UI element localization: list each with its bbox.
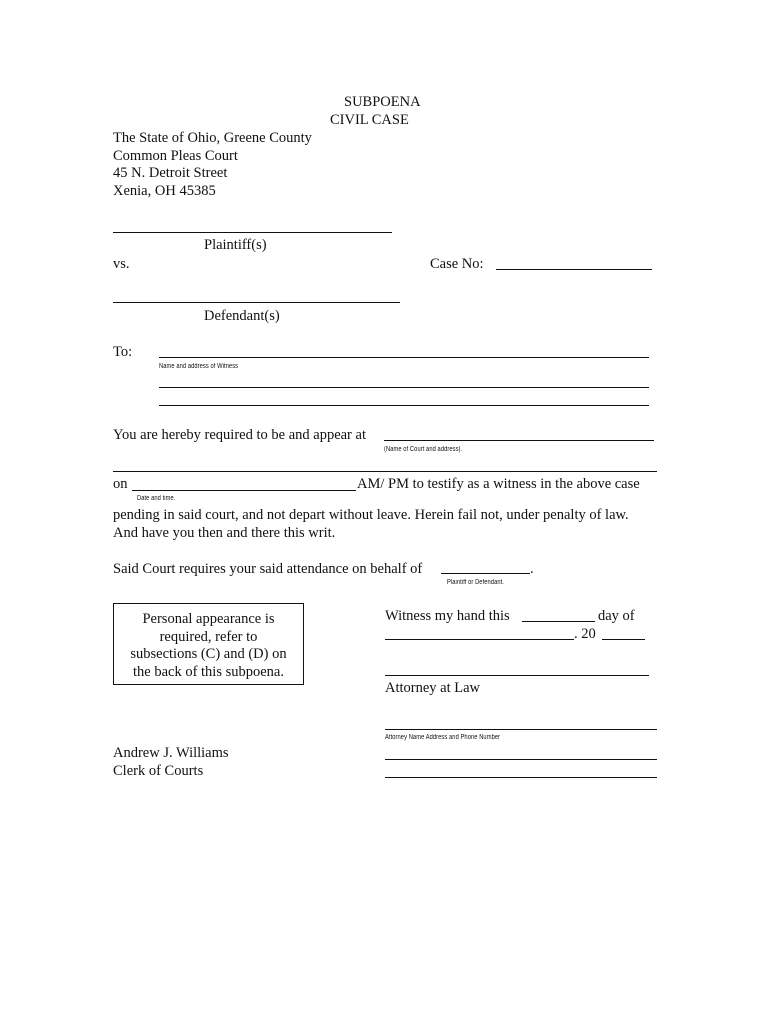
defendant-name-line[interactable]	[113, 302, 400, 303]
personal-appearance-notice	[113, 603, 304, 685]
court-address-line-2[interactable]	[113, 471, 657, 472]
on-label: on	[113, 476, 128, 492]
court-address-caption: (Name of Court and address).	[384, 446, 463, 453]
court-street: 45 N. Detroit Street	[113, 165, 228, 181]
attorney-at-law-label: Attorney at Law	[385, 680, 481, 696]
court-address-line[interactable]	[384, 440, 654, 441]
year-prefix-text: . 20	[574, 626, 596, 642]
notice-line-2: required, refer to	[159, 628, 258, 645]
vs-label: vs.	[113, 256, 130, 272]
attorney-info-line-3[interactable]	[385, 777, 657, 778]
month-line[interactable]	[385, 639, 574, 640]
clerk-title: Clerk of Courts	[113, 763, 204, 779]
clerk-name: Andrew J. Williams	[113, 745, 229, 761]
pending-text: pending in said court, and not depart without leave. Herein fail not, under penalty of law.	[113, 507, 629, 523]
day-line[interactable]	[522, 621, 595, 622]
witness-line-1[interactable]	[159, 357, 649, 358]
notice-line-4: the back of this subpoena.	[132, 663, 284, 680]
civil-case-title: CIVIL CASE	[330, 112, 409, 128]
subpoena-title: SUBPOENA	[344, 94, 421, 110]
court-state-county: The State of Ohio, Greene County	[113, 130, 312, 146]
date-time-line[interactable]	[132, 490, 356, 491]
ampm-testify-text: AM/ PM to testify as a witness in the above case	[357, 476, 640, 492]
witness-hand-text: Witness my hand this	[385, 608, 510, 624]
attorney-signature-line[interactable]	[385, 675, 649, 676]
plaintiff-name-line[interactable]	[113, 232, 392, 233]
writ-text: And have you then and there this writ.	[113, 525, 336, 541]
required-appear-text: You are hereby required to be and appear at	[113, 427, 366, 443]
behalf-of-caption: Plaintiff or Defendant.	[447, 579, 504, 586]
attorney-info-line-2[interactable]	[385, 759, 657, 760]
attendance-text: Said Court requires your said attendance on behalf of	[113, 561, 423, 577]
case-no-line[interactable]	[496, 269, 652, 270]
plaintiff-label: Plaintiff(s)	[204, 237, 267, 253]
attendance-period: .	[530, 561, 534, 577]
notice-line-3: subsections (C) and (D) on	[130, 646, 287, 662]
defendant-label: Defendant(s)	[204, 308, 280, 324]
witness-line-3[interactable]	[159, 405, 649, 406]
year-line[interactable]	[602, 639, 645, 640]
behalf-of-line[interactable]	[441, 573, 530, 574]
to-label: To:	[113, 344, 133, 360]
date-time-caption: Date and time.	[137, 495, 176, 502]
attorney-info-line-1[interactable]	[385, 729, 657, 730]
day-of-text: day of	[598, 608, 635, 624]
court-name: Common Pleas Court	[113, 148, 238, 164]
case-no-label: Case No:	[430, 256, 484, 272]
witness-line-2[interactable]	[159, 387, 649, 388]
notice-line-1: Personal appearance is	[142, 611, 275, 627]
court-city: Xenia, OH 45385	[113, 183, 216, 199]
witness-caption: Name and address of Witness	[159, 363, 239, 370]
attorney-info-caption: Attorney Name Address and Phone Number	[385, 734, 501, 741]
